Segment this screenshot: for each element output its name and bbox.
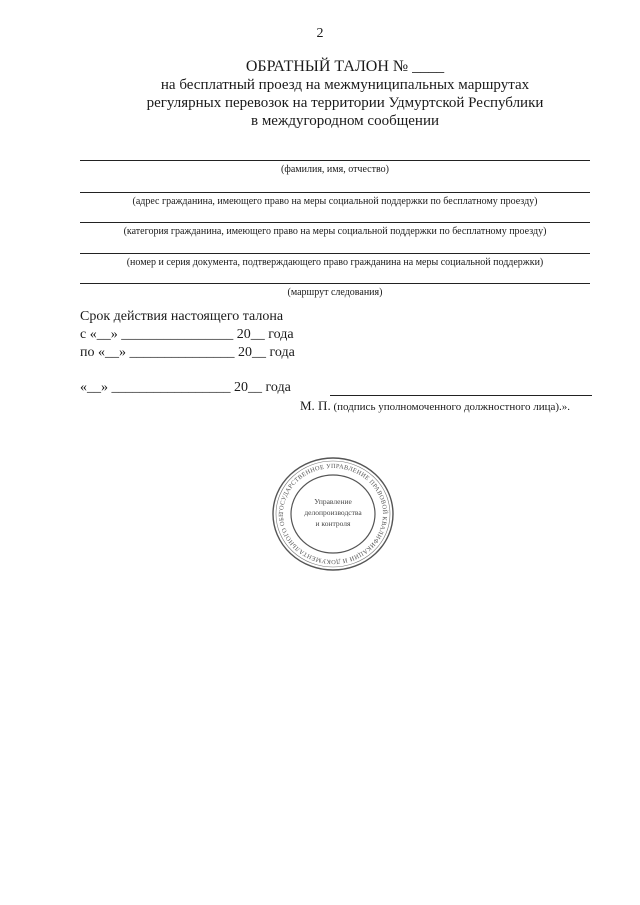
field-line <box>80 160 590 161</box>
validity-heading: Срок действия настоящего талона <box>80 309 284 324</box>
page-number: 2 <box>316 26 324 41</box>
field-caption: (категория гражданина, имеющего право на меры социальной поддержки по бесплатному проезду) <box>123 226 547 237</box>
signature-date: «__» _________________ 20__ года <box>80 380 291 395</box>
seal-icon <box>268 454 398 574</box>
field-document[interactable] <box>80 253 590 269</box>
subtitle-line-3: в междугородном сообщении <box>250 113 440 129</box>
field-category[interactable] <box>80 222 590 238</box>
field-line <box>80 253 590 254</box>
signature-line[interactable] <box>330 395 592 396</box>
field-caption: (адрес гражданина, имеющего право на меры социальной поддержки по бесплатному проезду) <box>132 196 538 207</box>
field-line <box>80 222 590 223</box>
signature-caption: (подпись уполномоченного должностного лица).». <box>333 401 571 413</box>
field-caption: (номер и серия документа, подтверждающего право гражданина на меры социальной поддержки) <box>126 257 544 268</box>
document-title: ОБРАТНЫЙ ТАЛОН № ____ <box>245 58 445 75</box>
field-caption: (маршрут следования) <box>287 287 383 298</box>
field-line <box>80 283 590 284</box>
field-full-name[interactable] <box>80 160 590 176</box>
field-line <box>80 192 590 193</box>
field-caption: (фамилия, имя, отчество) <box>281 164 389 175</box>
field-route[interactable] <box>80 283 590 299</box>
official-seal <box>268 454 398 574</box>
seal-ring-text: ГОСУДАРСТВЕННОЕ УПРАВЛЕНИЕ ПРАВОВОЙ КВАЛИФИКАЦИИ И ДОКУМЕНТАЛЬНОГО ОБЕ <box>277 462 389 566</box>
validity-from: с «__» ________________ 20__ года <box>80 327 294 342</box>
stamp-place-label: М. П. <box>300 398 331 413</box>
subtitle-line-1: на бесплатный проезд на межмуниципальных маршрутах <box>160 77 530 93</box>
title-block <box>60 58 630 130</box>
seal-center-line-3: и контроля <box>315 519 351 528</box>
validity-to: по «__» _______________ 20__ года <box>80 345 295 360</box>
seal-center-line-1: Управление <box>314 497 352 506</box>
seal-center-line-2: делопроизводства <box>304 508 362 517</box>
subtitle-line-2: регулярных перевозок на территории Удмуртской Республики <box>146 95 544 111</box>
validity-block <box>80 308 580 362</box>
field-address[interactable] <box>80 192 590 208</box>
signature-caption-row <box>300 398 600 414</box>
